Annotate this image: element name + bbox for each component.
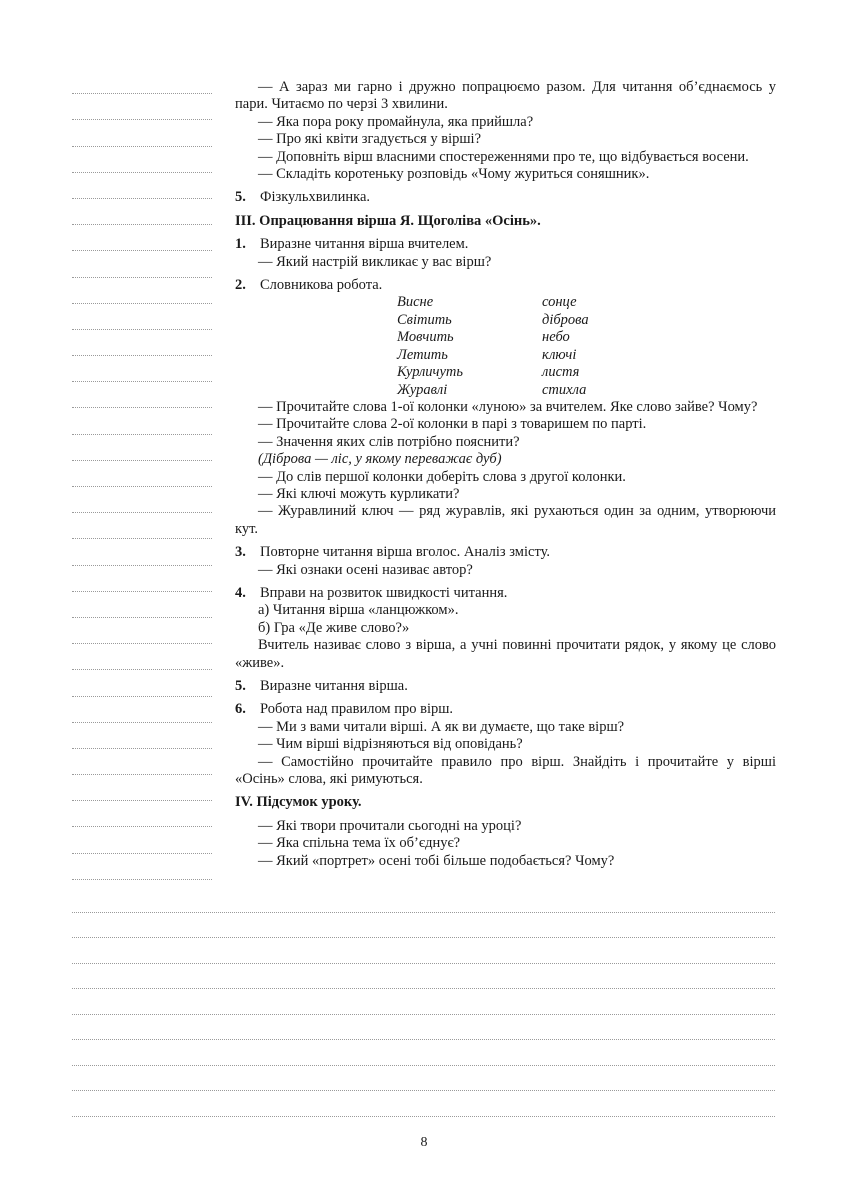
note-line <box>72 1015 775 1041</box>
margin-line <box>72 382 212 408</box>
question-line: — Прочитайте слова 2-ої колонки в парі з товаришем по парті. <box>258 416 647 433</box>
item-text: Робота над правилом про вірш. <box>260 701 454 718</box>
word-col1: Висне <box>397 294 434 311</box>
item-text: Виразне читання вірша. <box>260 678 408 694</box>
sub-item: а) Читання вірша «ланцюжком». <box>258 602 459 619</box>
margin-line <box>72 147 212 173</box>
question-line: — Ми з вами читали вірші. А як ви думаєте, що таке вірш? <box>258 718 625 735</box>
note-line <box>72 913 775 939</box>
work-line: — Про які квіти згадується у вірші? <box>258 131 482 148</box>
margin-line <box>72 251 212 277</box>
item-number: 5. <box>235 189 246 206</box>
note-line <box>72 964 775 990</box>
margin-line <box>72 356 212 382</box>
question-line: — Який «портрет» осені тобі більше подобається? Чому? <box>258 852 615 869</box>
item-number: 4. <box>235 584 246 601</box>
note-line <box>72 938 775 964</box>
margin-line <box>72 68 212 94</box>
margin-line <box>72 173 212 199</box>
list-item <box>235 236 776 253</box>
work-line: — Складіть коротеньку розповідь «Чому журиться соняшник». <box>258 166 650 183</box>
word-col2: небо <box>542 329 570 346</box>
word-col2: стихла <box>542 381 587 398</box>
margin-line <box>72 697 212 723</box>
word-col2: ключі <box>542 346 577 363</box>
word-col1: Мовчить <box>397 329 454 346</box>
margin-line <box>72 618 212 644</box>
margin-line <box>72 487 212 513</box>
word-col1: Журавлі <box>397 381 448 398</box>
section-heading: III. Опрацювання вірша Я. Щоголіва «Осінь». <box>235 212 541 229</box>
question-line: — Які ознаки осені називає автор? <box>258 561 473 578</box>
question-line: — Які ключі можуть курликати? <box>258 485 460 502</box>
margin-line <box>72 408 212 434</box>
question-line: — Журавлиний ключ — ряд журавлів, які рухаються один за одним, утворюючи кут. <box>235 503 776 537</box>
list-item <box>235 585 776 602</box>
note-line <box>72 989 775 1015</box>
question-line: — Прочитайте слова 1-ої колонки «луною» за вчителем. Яке слово зайве? Чому? <box>258 398 758 415</box>
list-item <box>235 277 776 294</box>
item-number: 1. <box>235 236 246 253</box>
word-col2: діброва <box>542 311 589 328</box>
note-line <box>72 1091 775 1117</box>
question-line: — До слів першої колонки доберіть слова з другої колонки. <box>258 468 626 485</box>
margin-line <box>72 225 212 251</box>
margin-line <box>72 304 212 330</box>
list-item <box>235 189 776 206</box>
margin-line <box>72 801 212 827</box>
item-number: 5. <box>235 678 246 694</box>
item-text: Вправи на розвиток швидкості читання. <box>260 584 508 601</box>
note-line <box>72 1066 775 1092</box>
margin-line <box>72 330 212 356</box>
word-col1: Летить <box>397 346 448 363</box>
margin-line <box>72 592 212 618</box>
margin-line <box>72 435 212 461</box>
word-col1: Світить <box>397 311 452 328</box>
margin-line <box>72 539 212 565</box>
margin-line <box>72 670 212 696</box>
note-line <box>72 1040 775 1066</box>
question-line: — Самостійно прочитайте правило про вірш. Знайдіть і прочитайте у вірші «Осінь» слова, які римуються. <box>235 753 776 788</box>
list-item <box>235 678 776 695</box>
margin-line <box>72 461 212 487</box>
list-item <box>235 701 776 718</box>
margin-line <box>72 854 212 880</box>
margin-line <box>72 644 212 670</box>
note-line <box>72 887 775 913</box>
item-number: 2. <box>235 277 246 294</box>
margin-line <box>72 513 212 539</box>
question-line: — Які твори прочитали сьогодні на уроці? <box>258 817 522 834</box>
question-line: — Яка спільна тема їх об’єднує? <box>258 835 461 852</box>
item-text: Словникова робота. <box>260 277 383 294</box>
item-text: Фізкульхвилинка. <box>260 189 371 206</box>
item-text: Повторне читання вірша вголос. Аналіз змісту. <box>260 544 551 561</box>
question-line: — Який настрій викликає у вас вірш? <box>258 253 492 270</box>
word-col2: листя <box>542 364 580 381</box>
work-line: — Яка пора року промайнула, яка прийшла? <box>258 113 534 130</box>
item-number: 6. <box>235 701 246 718</box>
work-line: — А зараз ми гарно і дружно попрацюємо разом. Для читання об’єднаємось у пари. Читаємо по черзі 3 хвилини. <box>235 79 776 113</box>
margin-line <box>72 120 212 146</box>
margin-line <box>72 199 212 225</box>
lesson-content <box>235 79 776 870</box>
sub-item: б) Гра «Де живе слово?» <box>258 619 410 636</box>
section-heading: IV. Підсумок уроку. <box>235 794 362 811</box>
game-description: Вчитель називає слово з вірша, а учні повинні прочитати рядок, у якому це слово «живе». <box>235 637 776 671</box>
margin-line <box>72 94 212 120</box>
word-col2: сонце <box>542 294 577 311</box>
margin-line <box>72 566 212 592</box>
margin-note-lines <box>72 68 212 880</box>
margin-line <box>72 278 212 304</box>
note-lines <box>72 887 775 1117</box>
question-line: — Значення яких слів потрібно пояснити? <box>258 433 520 450</box>
margin-line <box>72 723 212 749</box>
item-number: 3. <box>235 544 246 561</box>
word-col1: Курличуть <box>397 364 463 381</box>
margin-line <box>72 775 212 801</box>
margin-line <box>72 827 212 853</box>
list-item <box>235 544 776 561</box>
question-line: — Чим вірші відрізняються від оповідань? <box>258 736 523 753</box>
work-line: — Доповніть вірш власними спостереженнями про те, що відбувається восени. <box>258 148 749 165</box>
definition-note: (Діброва — ліс, у якому переважає дуб) <box>258 451 502 468</box>
margin-line <box>72 749 212 775</box>
vocabulary-table <box>235 294 776 398</box>
item-text: Виразне читання вірша вчителем. <box>260 236 469 253</box>
page-number: 8 <box>420 1135 428 1150</box>
